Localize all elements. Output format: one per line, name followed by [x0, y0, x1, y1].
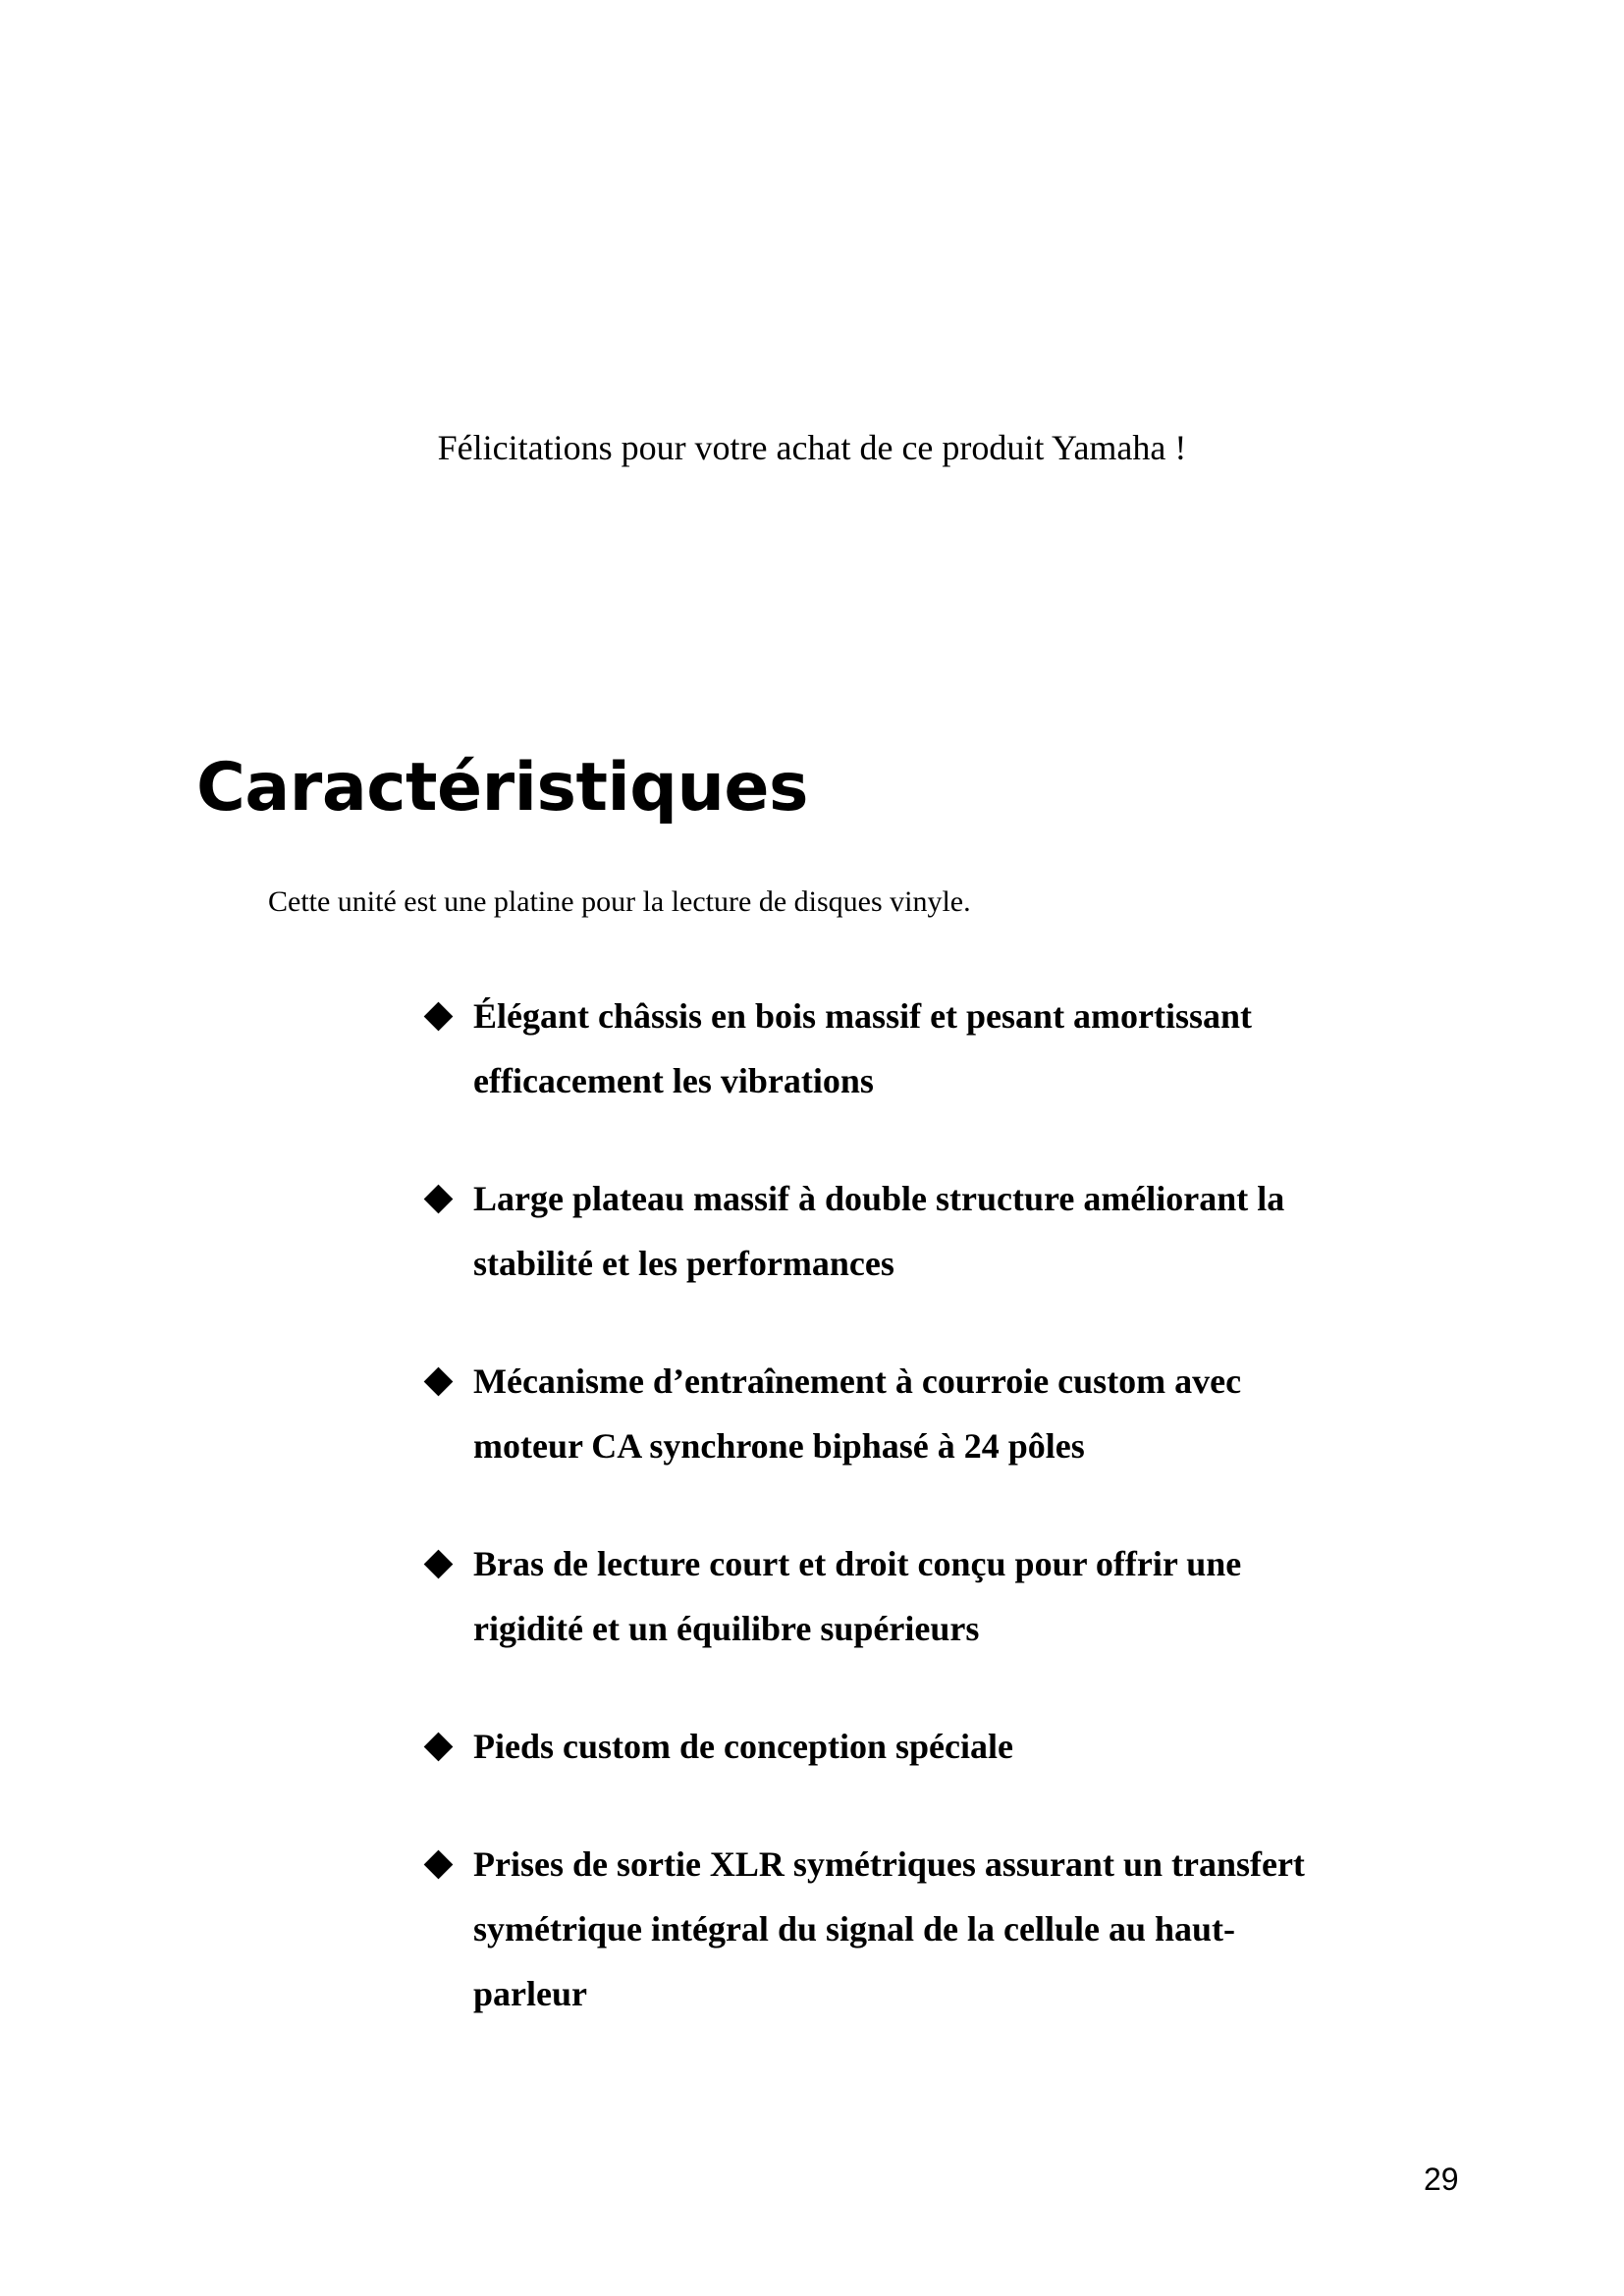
feature-text: Élégant châssis en bois massif et pesant amortissant efficacement les vibrations — [473, 996, 1253, 1100]
feature-item — [422, 1832, 1306, 2026]
feature-text: Prises de sortie XLR symétriques assurant un transfert symétrique intégral du signal de la cellule au haut-parleur — [473, 1844, 1305, 2013]
congratulations-text: Félicitations pour votre achat de ce produit Yamaha ! — [437, 428, 1187, 467]
feature-item — [422, 1714, 1306, 1779]
feature-item — [422, 1349, 1306, 1478]
section-title: Caractéristiques — [196, 749, 808, 827]
diamond-bullet-icon — [424, 1550, 454, 1579]
diamond-bullet-icon — [424, 1002, 454, 1032]
feature-item — [422, 1531, 1306, 1661]
feature-text: Mécanisme d’entraînement à courroie custom avec moteur CA synchrone biphasé à 24 pôles — [473, 1362, 1242, 1466]
feature-text: Bras de lecture court et droit conçu pour offrir une rigidité et un équilibre supérieurs — [473, 1544, 1242, 1648]
feature-list — [422, 984, 1306, 2026]
diamond-bullet-icon — [424, 1850, 454, 1880]
section-lead-text: Cette unité est une platine pour la lecture de disques vinyle. — [268, 885, 971, 918]
page-number: 29 — [1424, 2162, 1459, 2197]
feature-item — [422, 984, 1306, 1113]
diamond-bullet-icon — [424, 1733, 454, 1762]
diamond-bullet-icon — [424, 1367, 454, 1397]
feature-item — [422, 1166, 1306, 1296]
feature-text: Pieds custom de conception spéciale — [473, 1727, 1013, 1766]
diamond-bullet-icon — [424, 1185, 454, 1214]
feature-text: Large plateau massif à double structure améliorant la stabilité et les performances — [473, 1179, 1285, 1283]
